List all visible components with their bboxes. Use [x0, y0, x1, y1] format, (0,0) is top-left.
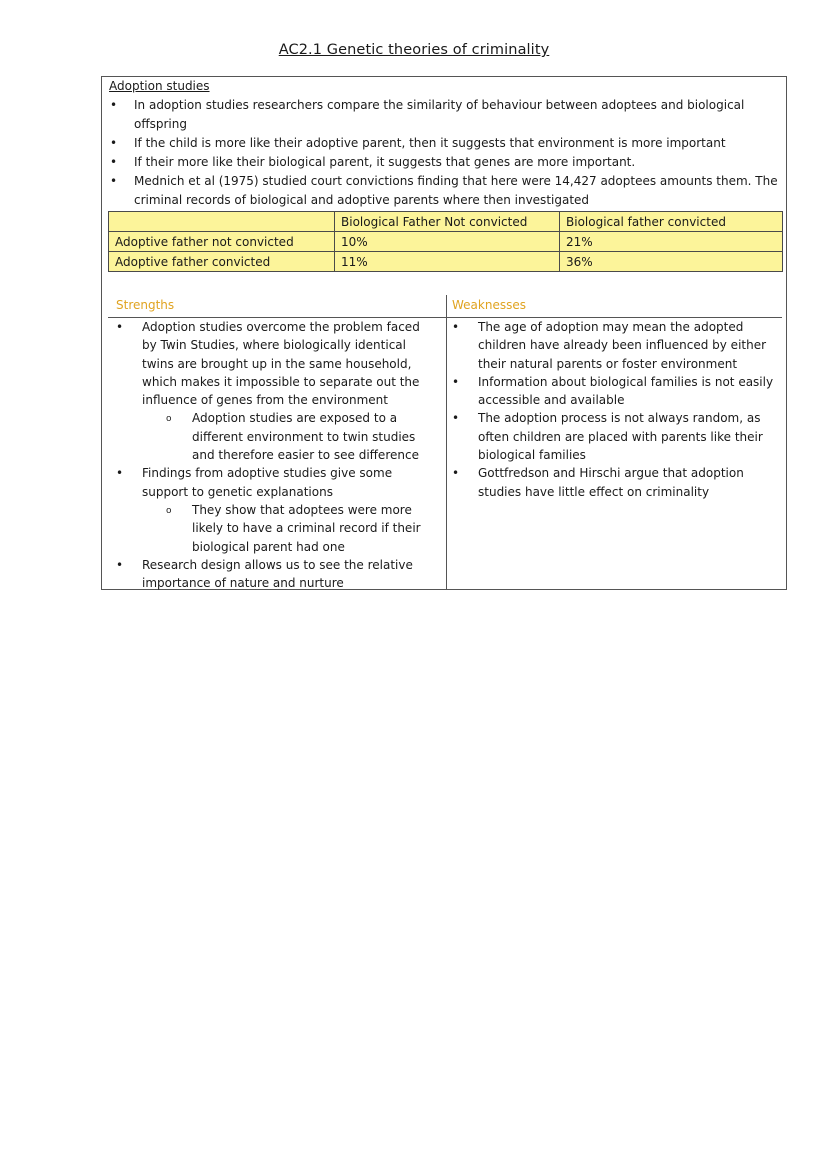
table-cell: 10% — [335, 232, 560, 252]
list-item: • Mednich et al (1975) studied court convictions finding that here were 14,427 adoptees amounts them. The criminal records of biological and adoptive parents where then investigated — [102, 172, 782, 210]
weaknesses-heading: Weaknesses — [452, 298, 526, 312]
list-item: • The age of adoption may mean the adopted children have already been influenced by either their natural parents or foster environment — [438, 318, 778, 373]
intro-list — [102, 96, 782, 210]
sub-list-item: o Adoption studies are exposed to a different environment to twin studies and therefore easier to see difference — [102, 409, 430, 464]
table-row — [109, 232, 783, 252]
convictions-table — [108, 211, 783, 272]
list-item: • In adoption studies researchers compare the similarity of behaviour between adoptees and biological offspring — [102, 96, 782, 134]
list-item: • The adoption process is not always random, as often children are placed with parents like their biological families — [438, 409, 778, 464]
table-header-row — [109, 212, 783, 232]
section-title: Adoption studies — [109, 79, 210, 93]
table-cell: Adoptive father convicted — [109, 252, 335, 272]
table-header-cell — [109, 212, 335, 232]
table-cell: 36% — [560, 252, 783, 272]
content-box — [101, 76, 787, 590]
list-item: • Adoption studies overcome the problem faced by Twin Studies, where biologically identical twins are brought up in the same household, which makes it impossible to separate out the influence of genes from the environment — [102, 318, 430, 409]
list-item: • Information about biological families is not easily accessible and available — [438, 373, 778, 410]
table-cell: 21% — [560, 232, 783, 252]
list-item: • Findings from adoptive studies give some support to genetic explanations — [102, 464, 430, 501]
sub-list-item: o They show that adoptees were more likely to have a criminal record if their biological parent had one — [102, 501, 430, 556]
list-item: • If the child is more like their adoptive parent, then it suggests that environment is more important — [102, 134, 782, 153]
table-cell: Adoptive father not convicted — [109, 232, 335, 252]
strengths-heading: Strengths — [116, 298, 175, 312]
strengths-list — [102, 318, 430, 592]
table-header-cell: Biological father convicted — [560, 212, 783, 232]
table-row — [109, 252, 783, 272]
weaknesses-list — [438, 318, 778, 501]
page-title: AC2.1 Genetic theories of criminality — [278, 42, 550, 58]
list-item: • Gottfredson and Hirschi argue that adoption studies have little effect on criminality — [438, 464, 778, 501]
table-cell: 11% — [335, 252, 560, 272]
table-header-cell: Biological Father Not convicted — [335, 212, 560, 232]
list-item: • Research design allows us to see the relative importance of nature and nurture — [102, 556, 430, 593]
list-item: • If their more like their biological parent, it suggests that genes are more important. — [102, 153, 782, 172]
